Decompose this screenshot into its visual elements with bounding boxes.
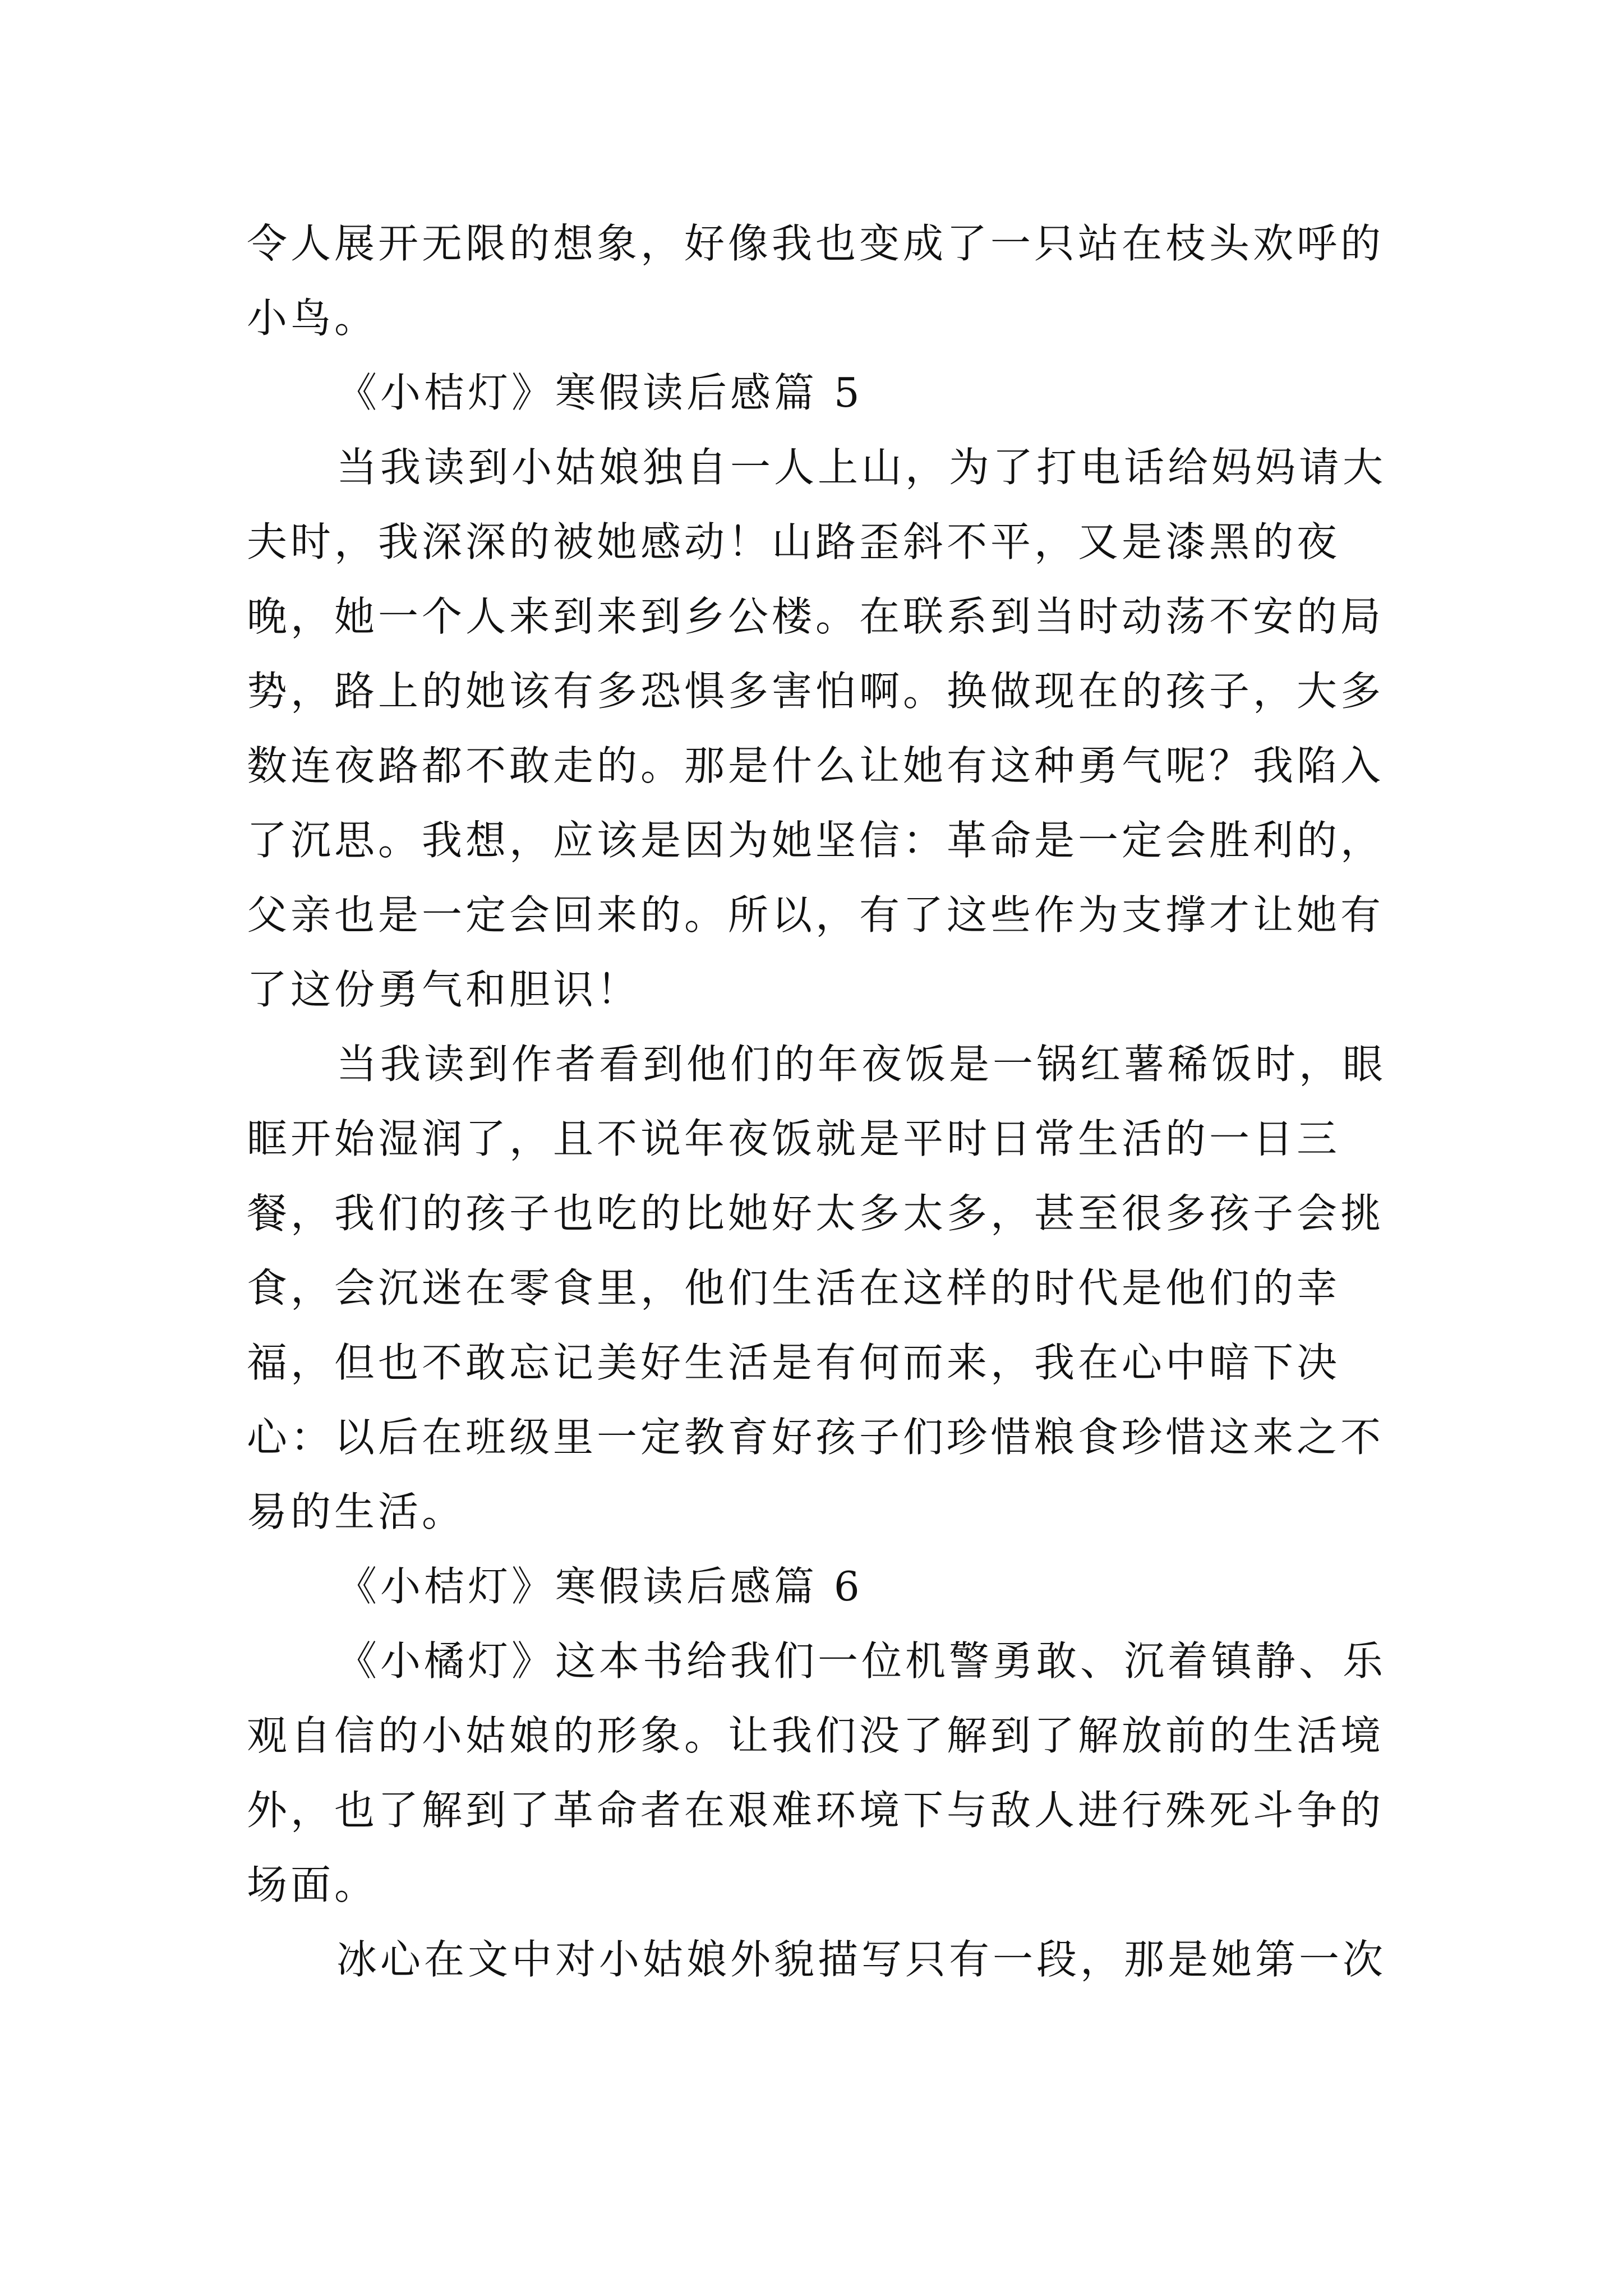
- paragraph-truncated: 冰心在文中对小姑娘外貌描写只有一段，那是她第一次: [336, 1936, 1387, 1983]
- section-heading-5: 《小桔灯》寒假读后感篇 5: [336, 369, 863, 416]
- document-body: [247, 206, 1388, 1997]
- section-heading-6: 《小桔灯》寒假读后感篇 6: [336, 1563, 863, 1610]
- paragraph: 当我读到小姑娘独自一人上山，为了打电话给妈妈请大夫时，我深深的被她感动！山路歪斜不平，又是漆黑的夜晚，她一个人来到来到乡公楼。在联系到当时动荡不安的局势，路上的她该有多恐惧多害怕啊。换做现在的孩子，大多数连夜路都不敢走的。那是什么让她有这种勇气呢？我陷入了沉思。我想，应该是因为她坚信：革命是一定会胜利的，父亲也是一定会回来的。所以，有了这些作为支撑才让她有了这份勇气和胆识！: [247, 444, 1387, 1013]
- paragraph: 当我读到作者看到他们的年夜饭是一锅红薯稀饭时，眼眶开始湿润了，且不说年夜饭就是平时日常生活的一日三餐，我们的孩子也吃的比她好太多太多，甚至很多孩子会挑食，会沉迷在零食里，他们生活在这样的时代是他们的幸福，但也不敢忘记美好生活是有何而来，我在心中暗下决心：以后在班级里一定教育好孩子们珍惜粮食珍惜这来之不易的生活。: [247, 1041, 1387, 1535]
- paragraph: 《小橘灯》这本书给我们一位机警勇敢、沉着镇静、乐观自信的小姑娘的形象。让我们没了解到了解放前的生活境外，也了解到了革命者在艰难环境下与敌人进行殊死斗争的场面。: [247, 1637, 1387, 1908]
- paragraph-continued: 令人展开无限的想象，好像我也变成了一只站在枝头欢呼的小鸟。: [247, 220, 1385, 342]
